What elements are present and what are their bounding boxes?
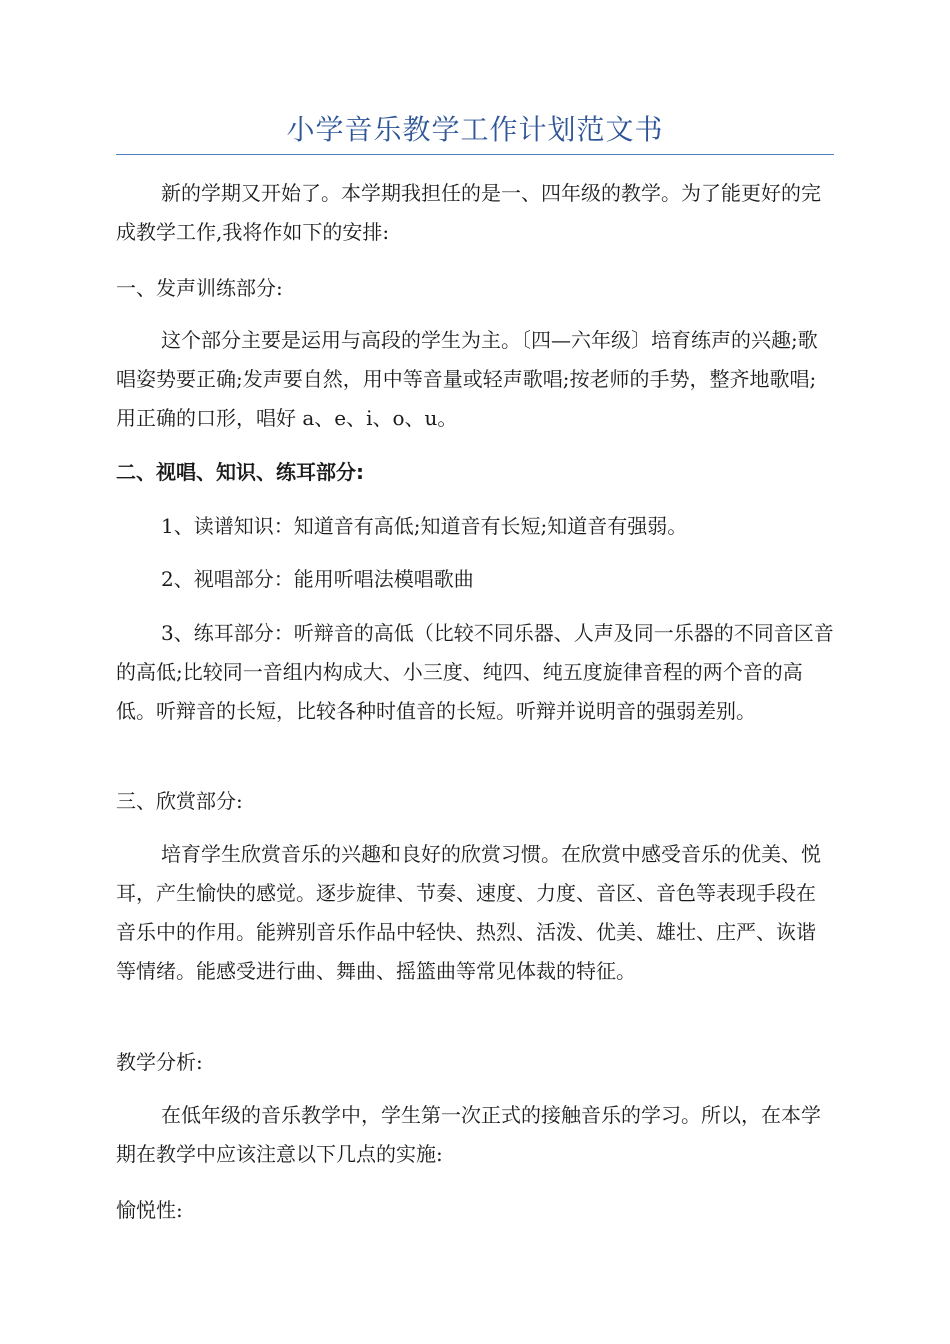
- section-2-item-1: 1、读谱知识：知道音有高低;知道音有长短;知道音有强弱。: [161, 514, 688, 538]
- pleasure-heading: 愉悦性:: [116, 1198, 183, 1222]
- section-2-item-2: 2、视唱部分：能用听唱法模唱歌曲: [161, 567, 474, 591]
- document-title: 小学音乐教学工作计划范文书: [286, 113, 664, 146]
- section-heading-1: 一、发声训练部分:: [116, 276, 283, 300]
- section-1-paragraph: 这个部分主要是运用与高段的学生为主。〔四—六年级〕培育练声的兴趣;歌唱姿势要正确;发声要自然，用中等音量或轻声歌唱;按老师的手势，整齐地歌唱;用正确的口形，唱好 a、e、i、o、u。: [116, 328, 818, 430]
- title-underline: [116, 154, 834, 155]
- section-heading-2: 二、视唱、知识、练耳部分:: [116, 460, 364, 484]
- intro-paragraph: 新的学期又开始了。本学期我担任的是一、四年级的教学。为了能更好的完成教学工作,我将作如下的安排:: [116, 181, 821, 244]
- section-heading-3: 三、欣赏部分:: [116, 789, 243, 813]
- teaching-analysis-paragraph: 在低年级的音乐教学中，学生第一次正式的接触音乐的学习。所以，在本学期在教学中应该注意以下几点的实施:: [116, 1103, 821, 1166]
- section-2-item-3: 3、练耳部分：听辩音的高低（比较不同乐器、人声及同一乐器的不同音区音的高低;比较同一音组内构成大、小三度、纯四、纯五度旋律音程的两个音的高低。听辩音的长短，比较各种时值音的长短。听辩并说明音的强弱差别。: [116, 621, 834, 723]
- section-3-paragraph: 培育学生欣赏音乐的兴趣和良好的欣赏习惯。在欣赏中感受音乐的优美、悦耳，产生愉快的感觉。逐步旋律、节奏、速度、力度、音区、音色等表现手段在音乐中的作用。能辨别音乐作品中轻快、热烈、活泼、优美、雄壮、庄严、诙谐等情绪。能感受进行曲、舞曲、摇篮曲等常见体裁的特征。: [116, 842, 821, 983]
- teaching-analysis-heading: 教学分析:: [116, 1050, 203, 1074]
